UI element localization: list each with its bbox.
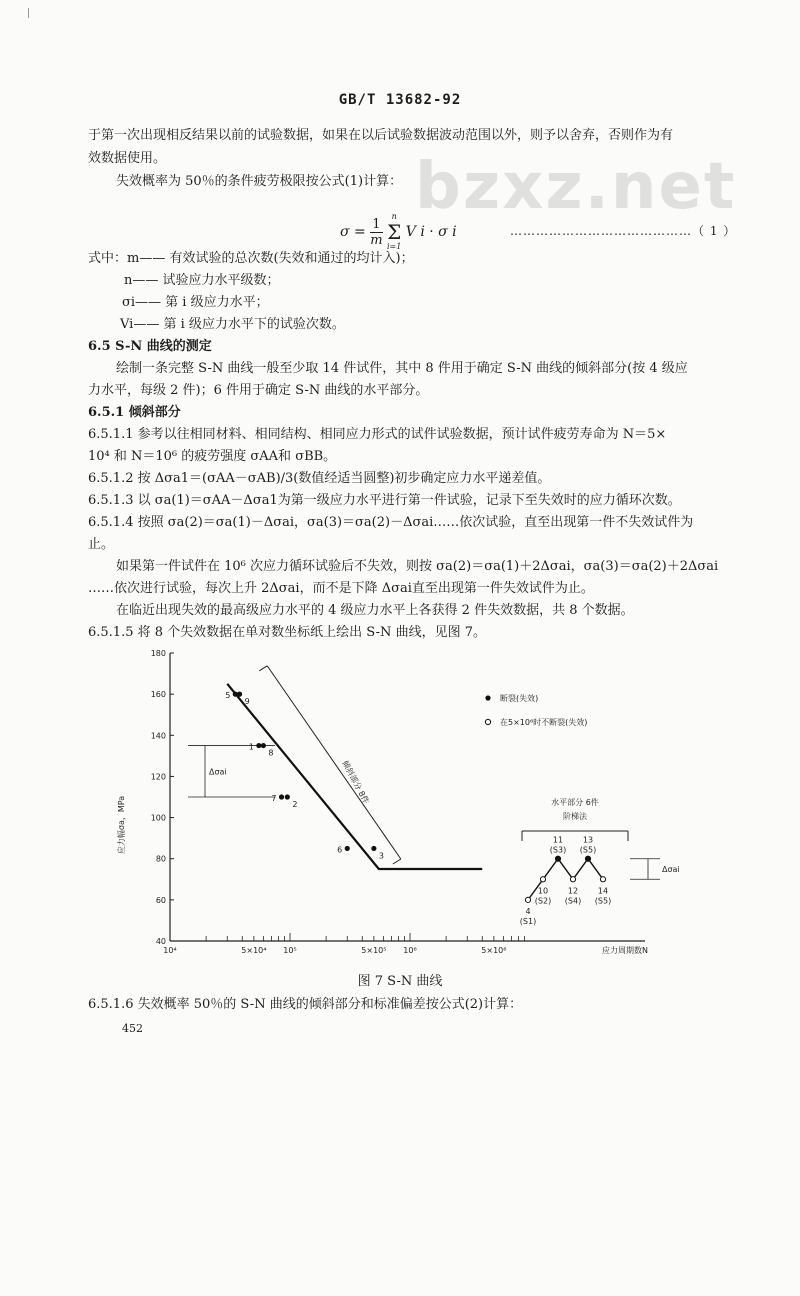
formula-lhs: σ = [340,224,371,240]
y-tick-label: 100 [150,813,166,823]
scan-mark [28,8,33,18]
legend-filled-marker [485,695,490,700]
staircase-runout-point [525,897,530,902]
where-line: 式中：m—— 有效试验的总次数(失效和通过的均计入)； [88,251,414,266]
clause-line: 6.5.1.2 按 Δσa1＝(σAA－σAB)/3(数值经适当圆整)初步确定应力水平递差值。 [88,471,551,486]
clause-line: 6.5.1.3 以 σa(1)＝σAA－Δσa1为第一级应力水平进行第一件试验，记录下至失效时的应力循环次数。 [88,493,681,508]
formula-rhs: V i · σ i [405,224,457,240]
slope-annotation: 倾斜部分 8件 [340,759,371,806]
horizontal-annotation: 水平部分 6件 [551,798,599,807]
staircase-label: 4 [525,906,531,916]
staircase-failed-point [585,856,590,861]
y-tick-label: 160 [150,690,166,700]
formula-fraction [370,217,382,248]
clause-line: 10⁴ 和 N＝10⁶ 的疲劳强度 σAA和 σBB。 [88,449,337,464]
paragraph-line: 如果第一件试件在 10⁶ 次应力循环试验后不失效，则按 σa(2)＝σa(1)＋2Δσai，σa(3)＝σa(2)＋2Δσai [116,559,719,574]
paragraph-line: 力水平，每级 2 件)；6 件用于确定 S-N 曲线的水平部分。 [88,383,429,398]
legend-open-label: 在5×10⁶时不断裂(失效) [500,718,588,727]
staircase-label: 14 [597,886,609,896]
point-label: 8 [268,748,274,758]
equation-number: ……………………………………（ 1 ） [510,224,737,238]
staircase-label: 11 [552,835,564,845]
horizontal-annotation: 阶梯法 [563,812,587,821]
y-axis-title: 应力幅σa，MPa [117,795,126,855]
y-tick-label: 40 [155,937,166,946]
staircase-label: 10 [537,886,549,896]
y-tick-label: 120 [150,772,166,782]
figure-caption: 图 7 S-N 曲线 [357,974,443,989]
clause-line: 6.5.1.4 按照 σa(2)＝σa(1)－Δσai，σa(3)＝σa(2)－Δσai……依次试验，直至出现第一件不失效试件为 [88,515,694,530]
slope-bracket-end [259,666,267,671]
delta-label: Δσai [209,767,227,777]
point-label: 6 [337,845,343,855]
paragraph-line: 于第一次出现相反结果以前的试验数据，如果在以后试验数据波动范围以外，则予以舍弃，否则作为有 [88,128,674,143]
sum-lower: i=1 [386,242,402,251]
x-tick-label: 10⁶ [403,946,417,955]
x-tick-label: 5×10⁵ [361,946,387,955]
paragraph-line: ……依次进行试验，每次上升 2Δσai，而不是下降 Δσai直至出现第一件失效试件为止。 [88,581,594,596]
delta-label: Δσai [662,865,680,874]
staircase-group: (S5) [594,896,612,906]
summation-sign: n Σ i=1 [386,212,402,251]
where-line: n—— 试验应力水平级数； [124,273,280,288]
where-line: Vi—— 第 i 级应力水平下的试验次数。 [120,317,345,332]
staircase-runout-point [570,877,575,882]
failed-point [285,794,290,799]
formula-numerator: 1 [370,217,382,233]
point-label: 2 [292,800,298,809]
staircase-label: 13 [582,835,594,845]
x-tick-label: 10⁴ [163,946,177,955]
legend-open-marker [485,719,490,724]
page-number: 452 [122,1022,143,1035]
staircase-failed-point [555,856,560,861]
clause-line: 止。 [88,537,115,552]
y-tick-label: 140 [150,731,166,741]
failed-point [279,794,284,799]
formula-denominator: m [370,232,383,248]
point-label: 7 [271,794,277,803]
clause-line: 6.5.1.5 将 8 个失效数据在单对数坐标纸上绘出 S-N 曲线，见图 7。 [88,625,486,640]
staircase-runout-point [600,877,605,882]
x-tick-label: 10⁵ [283,946,297,955]
paragraph-line: 在临近出现失效的最高级应力水平的 4 级应力水平上各获得 2 件失效数据，共 8 个数据。 [116,603,634,618]
formula-1 [340,212,457,252]
staircase-group: (S4) [564,896,582,906]
failed-point [345,846,350,851]
point-label: 1 [248,742,254,752]
staircase-label: 12 [567,886,579,896]
paragraph-line: 失效概率为 50％的条件疲劳极限按公式(1)计算： [116,174,403,189]
where-line: σi—— 第 i 级应力水平； [122,295,269,310]
standard-code-header: GB/T 13682-92 [338,92,462,108]
y-tick-label: 60 [155,895,166,905]
failed-point [371,846,376,851]
slope-bracket-end [393,859,401,864]
staircase-runout-point [540,877,545,882]
point-label: 5 [225,691,231,701]
watermark: bzxz.net [415,150,737,224]
legend-filled-label: 断裂(失效) [500,694,539,703]
sum-upper: n [391,212,397,221]
failed-point [237,692,242,697]
sn-curve-figure [100,645,700,975]
clause-line: 6.5.1.1 参考以往相同材料、相同结构、相同应力形式的试件试验数据，预计试件疲劳寿命为 N＝5× [88,427,667,442]
staircase-group: (S3) [549,845,567,855]
section-heading: 6.5.1 倾斜部分 [88,405,181,420]
point-label: 9 [244,697,250,707]
paragraph-line: 效数据使用。 [88,151,167,166]
failed-point [261,743,266,748]
y-tick-label: 80 [155,854,166,864]
x-tick-label: 5×10⁶ [481,946,507,955]
clause-line: 6.5.1.6 失效概率 50％的 S-N 曲线的倾斜部分和标准偏差按公式(2)计算： [88,997,523,1012]
slope-bracket [267,666,401,859]
x-tick-label: 5×10⁴ [241,946,267,955]
failed-point [256,743,261,748]
staircase-group: (S2) [534,896,552,906]
x-axis-title: 应力周期数N [602,946,648,955]
staircase-group: (S1) [519,916,537,926]
y-tick-label: 180 [150,649,166,658]
point-label: 3 [378,851,384,861]
staircase-group: (S5) [579,845,597,855]
section-heading: 6.5 S-N 曲线的测定 [88,339,212,354]
paragraph-line: 绘制一条完整 S-N 曲线一般至少取 14 件试件，其中 8 件用于确定 S-N 曲线的倾斜部分(按 4 级应 [116,361,688,376]
